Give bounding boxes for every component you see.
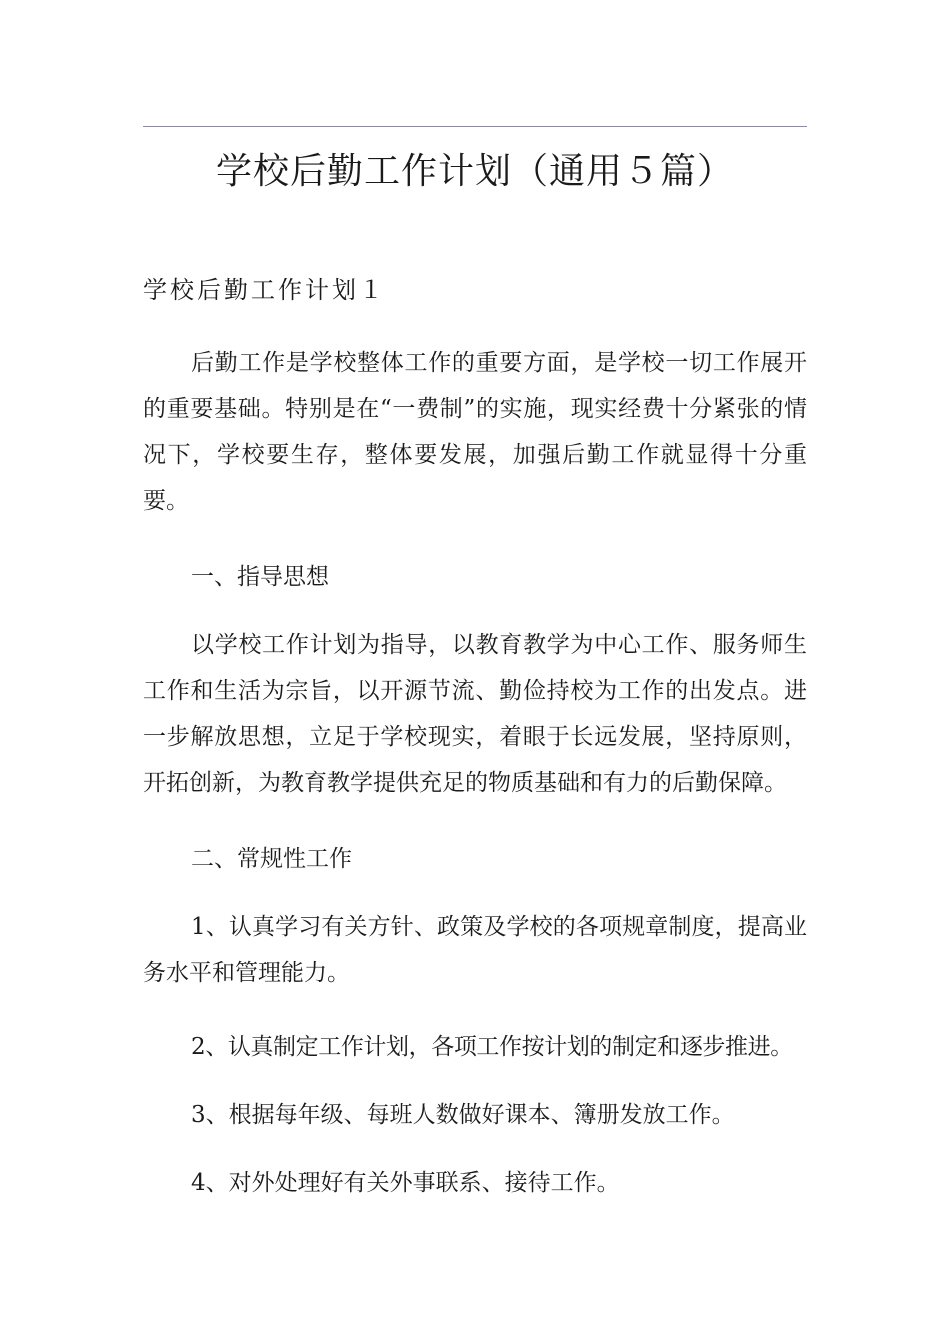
heading-routine-work: 二、常规性工作 <box>191 846 352 872</box>
guiding-ideology-paragraph: 以学校工作计划为指导，以教育教学为中心工作、服务师生工作和生活为宗旨，以开源节流、勤俭持校为工作的出发点。进一步解放思想，立足于学校现实，着眼于长远发展，坚持原则，开拓创新，为教育教学提供充足的物质基础和有力的后勤保障。 <box>143 632 807 796</box>
routine-item-1: 1、认真学习有关方针、政策及学校的各项规章制度，提高业务水平和管理能力。 <box>143 914 807 986</box>
routine-item-2: 2、认真制定工作计划，各项工作按计划的制定和逐步推进。 <box>191 1034 793 1060</box>
routine-item-3: 3、根据每年级、每班人数做好课本、簿册发放工作。 <box>191 1102 735 1128</box>
heading-guiding-ideology: 一、指导思想 <box>191 564 329 590</box>
routine-item-4: 4、对外处理好有关外事联系、接待工作。 <box>191 1170 620 1196</box>
section-heading: 学校后勤工作计划１ <box>143 276 386 304</box>
top-rule <box>143 126 807 127</box>
document-title: 学校后勤工作计划（通用５篇） <box>215 151 734 192</box>
intro-paragraph: 后勤工作是学校整体工作的重要方面，是学校一切工作展开的重要基础。特别是在“一费制”的实施，现实经费十分紧张的情况下，学校要生存，整体要发展，加强后勤工作就显得十分重要。 <box>143 350 807 514</box>
